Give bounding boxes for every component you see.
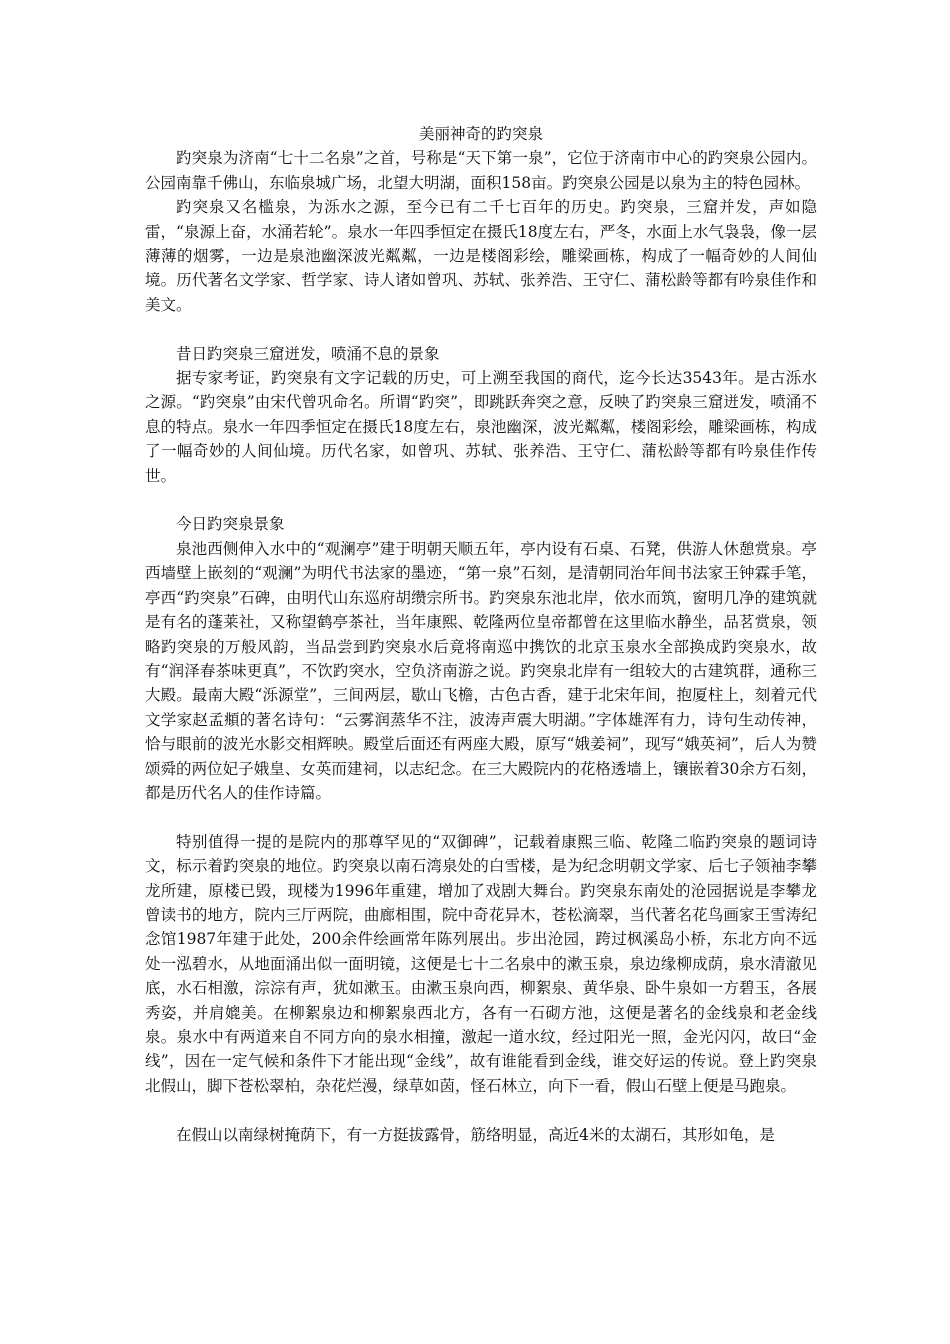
paragraph-history: 趵突泉又名槛泉，为泺水之源，至今已有二千七百年的历史。趵突泉，三窟并发，声如隐雷，“泉源上奋，水涌若轮”。泉水一年四季恒定在摄氏18度左右，严冬，水面上水气袅袅，像一层薄薄的烟雾，一边是泉池幽深波光粼粼，一边是楼阁彩绘，雕梁画栋，构成了一幅奇妙的人间仙境。历代著名文学家、哲学家、诗人诸如曾巩、苏轼、张养浩、王守仁、蒲松龄等都有吟泉佳作和美文。 [145,198,817,314]
section-heading-today: 今日趵突泉景象 [176,515,285,534]
paragraph-intro: 趵突泉为济南“七十二名泉”之首，号称是“天下第一泉”，它位于济南市中心的趵突泉公园内。公园南靠千佛山，东临泉城广场，北望大明湖，面积158亩。趵突泉公园是以泉为主的特色园林。 [145,149,817,192]
blank-line [145,1098,817,1122]
paragraph-taihu-stone: 在假山以南绿树掩荫下，有一方挺拔露骨，筋络明显，高近4米的太湖石，其形如龟，是 [176,1125,775,1144]
paragraph-past: 据专家考证，趵突泉有文字记载的历史，可上溯至我国的商代，迄今长达3543年。是古泺水之源。“趵突泉”由宋代曾巩命名。所谓“趵突”，即跳跃奔突之意，反映了趵突泉三窟迸发，喷涌不息的特点。泉水一年四季恒定在摄氏18度左右，泉池幽深，波光粼粼，楼阁彩绘，雕梁画栋，构成了一幅奇妙的人间仙境。历代名家，如曾巩、苏轼、张养浩、王守仁、蒲松龄等都有吟泉佳作传世。 [145,369,817,485]
blank-line [145,805,817,829]
paragraph-double-stele: 特别值得一提的是院内的那尊罕见的“双御碑”，记载着康熙三临、乾隆二临趵突泉的题词诗文，标示着趵突泉的地位。趵突泉以南石湾泉处的白雪楼，是为纪念明朝文学家、后七子领袖李攀龙所建，原楼已毁，现楼为1996年重建，增加了戏剧大舞台。趵突泉东南处的沧园据说是李攀龙曾读书的地方，院内三厅两院，曲廊相围，院中奇花异木，苍松滴翠，当代著名花鸟画家王雪涛纪念馆1987年建于此处，200余件绘画常年陈列展出。步出沧园，跨过枫溪岛小桥，东北方向不远处一泓碧水，从地面涌出似一面明镜，这便是七十二名泉中的漱玉泉，泉边缘柳成荫，泉水清澈见底，水石相激，淙淙有声，犹如漱玉。由漱玉泉向西，柳絮泉、黄华泉、卧牛泉如一方碧玉，各展秀姿，并肩媲美。在柳絮泉边和柳絮泉西北方，各有一石砌方池，这便是著名的金线泉和老金线泉。泉水中有两道来自不同方向的泉水相撞，激起一道水纹，经过阳光一照，金光闪闪，故曰“金线”，因在一定气候和条件下才能出现“金线”，故有谁能看到金线，谁交好运的传说。登上趵突泉北假山，脚下苍松翠柏，杂花烂漫，绿草如茵，怪石林立，向下一看，假山石壁上便是马跑泉。 [145,832,817,1095]
document-title: 美丽神奇的趵突泉 [418,125,543,143]
document-page [145,122,817,1147]
blank-line [145,317,817,341]
blank-line [145,488,817,512]
section-heading-past: 昔日趵突泉三窟迸发，喷涌不息的景象 [176,344,440,363]
paragraph-today: 泉池西侧伸入水中的“观澜亭”建于明朝天顺五年，亭内设有石桌、石凳，供游人休憩赏泉。亭西墙壁上嵌刻的“观澜”为明代书法家的墨迹，“第一泉”石刻，是清朝同治年间书法家王钟霖手笔，亭西“趵突泉”石碑，由明代山东巡府胡缵宗所书。趵突泉东池北岸，依水而筑，窗明几净的建筑就是有名的蓬莱社，又称望鹤亭茶社，当年康熙、乾隆两位皇帝都曾在这里临水静坐，品茗赏泉，领略趵突泉的万般风韵，当品尝到趵突泉水后竟将南巡中携饮的北京玉泉水全部换成趵突泉水，故有“润泽春茶味更真”，不饮趵突水，空负济南游之说。趵突泉北岸有一组较大的古建筑群，通称三大殿。最南大殿“泺源堂”，三间两层，歇山飞檐，古色古香，建于北宋年间，抱厦柱上，刻着元代文学家赵孟頫的著名诗句：“云雾润蒸华不注，波涛声震大明湖。”字体雄浑有力，诗句生动传神，恰与眼前的波光水影交相辉映。殿堂后面还有两座大殿，原写“娥姜祠”，现写“娥英祠”，后人为赞颂舜的两位妃子娥皇、女英而建祠，以志纪念。在三大殿院内的花格透墙上，镶嵌着30余方石刻，都是历代名人的佳作诗篇。 [145,539,817,802]
